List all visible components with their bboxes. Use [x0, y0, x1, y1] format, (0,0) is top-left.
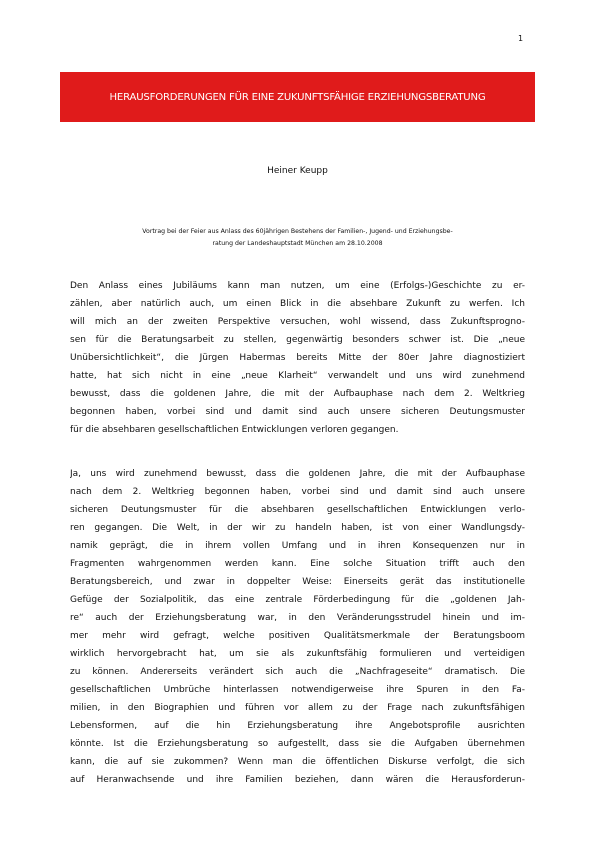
text-line: wirklich hervorgebracht hat, um sie als zukunftsfähig formulieren und verteidigen — [70, 649, 525, 659]
text-line: Den Anlass eines Jubiläums kann man nutzen, um eine (Erfolgs-)Geschichte zu er- — [70, 281, 525, 291]
text-line: Lebensformen, auf die hin Erziehungsberatung ihre Angebotsprofile ausrichten — [70, 721, 525, 731]
text-line: begonnen haben, vorbei sind und damit sind auch unsere sicheren Deutungsmuster — [70, 407, 525, 417]
author-name: Heiner Keupp — [267, 166, 328, 176]
text-line: Beratungsbereich, und zwar in doppelter Weise: Einerseits gerät das institutionelle — [70, 577, 525, 587]
text-line: nach dem 2. Weltkrieg begonnen haben, vorbei sind und damit sind auch unsere — [70, 487, 525, 497]
subtitle-line: ratung der Landeshauptstadt München am 28.10.2008 — [212, 240, 383, 247]
text-line: kann, die auf sie zukommen? Wenn man die öffentlichen Diskurse verfolgt, die sich — [70, 757, 525, 767]
text-line: zählen, aber natürlich auch, um einen Blick in die absehbare Zukunft zu werfen. Ich — [70, 299, 525, 309]
subtitle — [70, 226, 525, 250]
text-line: Ja, uns wird zunehmend bewusst, dass die goldenen Jahre, die mit der Aufbauphase — [70, 469, 525, 479]
text-line: auf Heranwachsende und ihre Familien beziehen, dann wären die Herausforderun- — [70, 775, 525, 785]
text-line: sicheren Deutungsmuster für die absehbaren gesellschaftlichen Entwicklungen verlo- — [70, 505, 525, 515]
text-line: zu können. Andererseits verändert sich auch die „Nachfrageseite“ dramatisch. Die — [70, 667, 525, 677]
text-line: Gefüge der Sozialpolitik, das eine zentrale Förderbedingung für die „goldenen Jah- — [70, 595, 525, 605]
paragraph-1 — [70, 277, 525, 439]
text-line: hatte, hat sich nicht in eine „neue Klarheit“ verwandelt und uns wird zunehmend — [70, 371, 525, 381]
title-banner — [60, 72, 535, 122]
text-line: sen für die Beratungsarbeit zu stellen, gegenwärtig besonders schwer ist. Die „neue — [70, 335, 525, 345]
text-line: Unübersichtlichkeit“, die Jürgen Habermas bereits Mitte der 80er Jahre diagnostiziert — [70, 353, 525, 363]
text-line: milien, in den Biographien und führen vor allem zu der Frage nach zukunftsfähigen — [70, 703, 525, 713]
page-number: 1 — [518, 34, 524, 43]
text-line: re“ auch der Erziehungsberatung war, in den Veränderungsstrudel hinein und im- — [70, 613, 525, 623]
text-line: für die absehbaren gesellschaftlichen Entwicklungen verloren gegangen. — [70, 425, 399, 435]
document-title: HERAUSFORDERUNGEN FÜR EINE ZUKUNFTSFÄHIGE ERZIEHUNGSBERATUNG — [109, 91, 486, 103]
text-line: könnte. Ist die Erziehungsberatung so aufgestellt, dass sie die Aufgaben übernehmen — [70, 739, 525, 749]
text-line: namik geprägt, die in ihrem vollen Umfang und in ihren Konsequenzen nur in — [70, 541, 525, 551]
text-line: Fragmenten wahrgenommen werden kann. Eine solche Situation trifft auch den — [70, 559, 525, 569]
paragraph-2 — [70, 465, 525, 789]
text-line: bewusst, dass die goldenen Jahre, die mit der Aufbauphase nach dem 2. Weltkrieg — [70, 389, 525, 399]
text-line: mer mehr wird gefragt, welche positiven Qualitätsmerkmale der Beratungsboom — [70, 631, 525, 641]
text-line: gesellschaftlichen Umbrüche hinterlassen notwendigerweise ihre Spuren in den Fa- — [70, 685, 525, 695]
text-line: ren gegangen. Die Welt, in der wir zu handeln haben, ist von einer Wandlungsdy- — [70, 523, 525, 533]
text-line: will mich an der zweiten Perspektive versuchen, wohl wissend, dass Zukunftsprogno- — [70, 317, 525, 327]
subtitle-line: Vortrag bei der Feier aus Anlass des 60jährigen Bestehens der Familien-, Jugend- und Erziehungsbe- — [142, 228, 453, 235]
